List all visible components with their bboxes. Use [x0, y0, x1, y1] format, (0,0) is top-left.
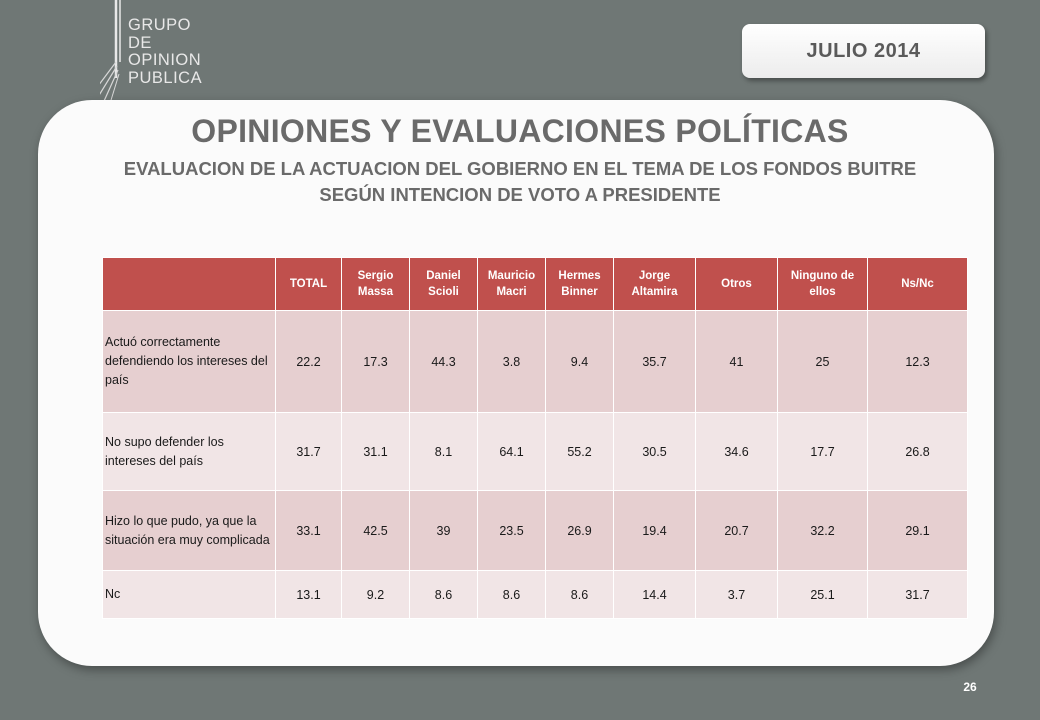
header-cell: Ns/Nc — [868, 258, 968, 311]
table-cell: 8.6 — [546, 571, 614, 619]
table-cell: 17.7 — [778, 413, 868, 491]
row-label: Actuó correctamente defendiendo los intereses del país — [103, 311, 276, 413]
table-cell: 3.8 — [478, 311, 546, 413]
table-cell: 32.2 — [778, 491, 868, 571]
page-number: 26 — [963, 680, 977, 694]
table-cell: 19.4 — [614, 491, 696, 571]
table-cell: 42.5 — [342, 491, 410, 571]
header-cell — [103, 258, 276, 311]
logo-line: GRUPO — [128, 16, 192, 34]
table-cell: 8.1 — [410, 413, 478, 491]
table-row — [103, 413, 968, 491]
table-cell: 30.5 — [614, 413, 696, 491]
logo — [100, 0, 220, 110]
header-cell: Sergio Massa — [342, 258, 410, 311]
row-label: No supo defender los intereses del país — [103, 413, 276, 491]
table-cell: 31.7 — [276, 413, 342, 491]
table-cell: 8.6 — [478, 571, 546, 619]
table-cell: 35.7 — [614, 311, 696, 413]
header-cell: Jorge Altamira — [614, 258, 696, 311]
table-cell: 3.7 — [696, 571, 778, 619]
table-cell: 31.7 — [868, 571, 968, 619]
table-row — [103, 571, 968, 619]
table-cell: 33.1 — [276, 491, 342, 571]
table-cell: 34.6 — [696, 413, 778, 491]
header-cell: Mauricio Macri — [478, 258, 546, 311]
header-cell: Otros — [696, 258, 778, 311]
table-cell: 14.4 — [614, 571, 696, 619]
table-row — [103, 311, 968, 413]
table-cell: 25 — [778, 311, 868, 413]
table-cell: 20.7 — [696, 491, 778, 571]
header-cell: Ninguno de ellos — [778, 258, 868, 311]
table-cell: 23.5 — [478, 491, 546, 571]
table-cell: 55.2 — [546, 413, 614, 491]
table-cell: 64.1 — [478, 413, 546, 491]
table-cell: 29.1 — [868, 491, 968, 571]
page-title: OPINIONES Y EVALUACIONES POLÍTICAS — [191, 113, 849, 149]
table-cell: 13.1 — [276, 571, 342, 619]
logo-line: PUBLICA — [128, 68, 203, 87]
table-cell: 26.8 — [868, 413, 968, 491]
header-cell: TOTAL — [276, 258, 342, 311]
header-cell: Hermes Binner — [546, 258, 614, 311]
table-cell: 41 — [696, 311, 778, 413]
table-cell: 22.2 — [276, 311, 342, 413]
table-cell: 17.3 — [342, 311, 410, 413]
table-header-row — [103, 258, 968, 311]
table-cell: 9.4 — [546, 311, 614, 413]
date-badge: JULIO 2014 — [742, 24, 985, 78]
header-cell: Daniel Scioli — [410, 258, 478, 311]
table-cell: 26.9 — [546, 491, 614, 571]
table-cell: 8.6 — [410, 571, 478, 619]
table-cell: 31.1 — [342, 413, 410, 491]
row-label: Nc — [103, 571, 276, 619]
table-row — [103, 491, 968, 571]
page-subtitle: EVALUACION DE LA ACTUACION DEL GOBIERNO EN EL TEMA DE LOS FONDOS BUITRE SEGÚN INTENCION DE VOTO A PRESIDENTE — [123, 158, 917, 205]
row-label: Hizo lo que pudo, ya que la situación era muy complicada — [103, 491, 276, 571]
logo-line: OPINION — [128, 51, 202, 69]
logo-line: DE — [128, 33, 152, 52]
table-cell: 25.1 — [778, 571, 868, 619]
table-cell: 9.2 — [342, 571, 410, 619]
table-cell: 39 — [410, 491, 478, 571]
table-cell: 44.3 — [410, 311, 478, 413]
results-table — [102, 257, 968, 619]
table-cell: 12.3 — [868, 311, 968, 413]
